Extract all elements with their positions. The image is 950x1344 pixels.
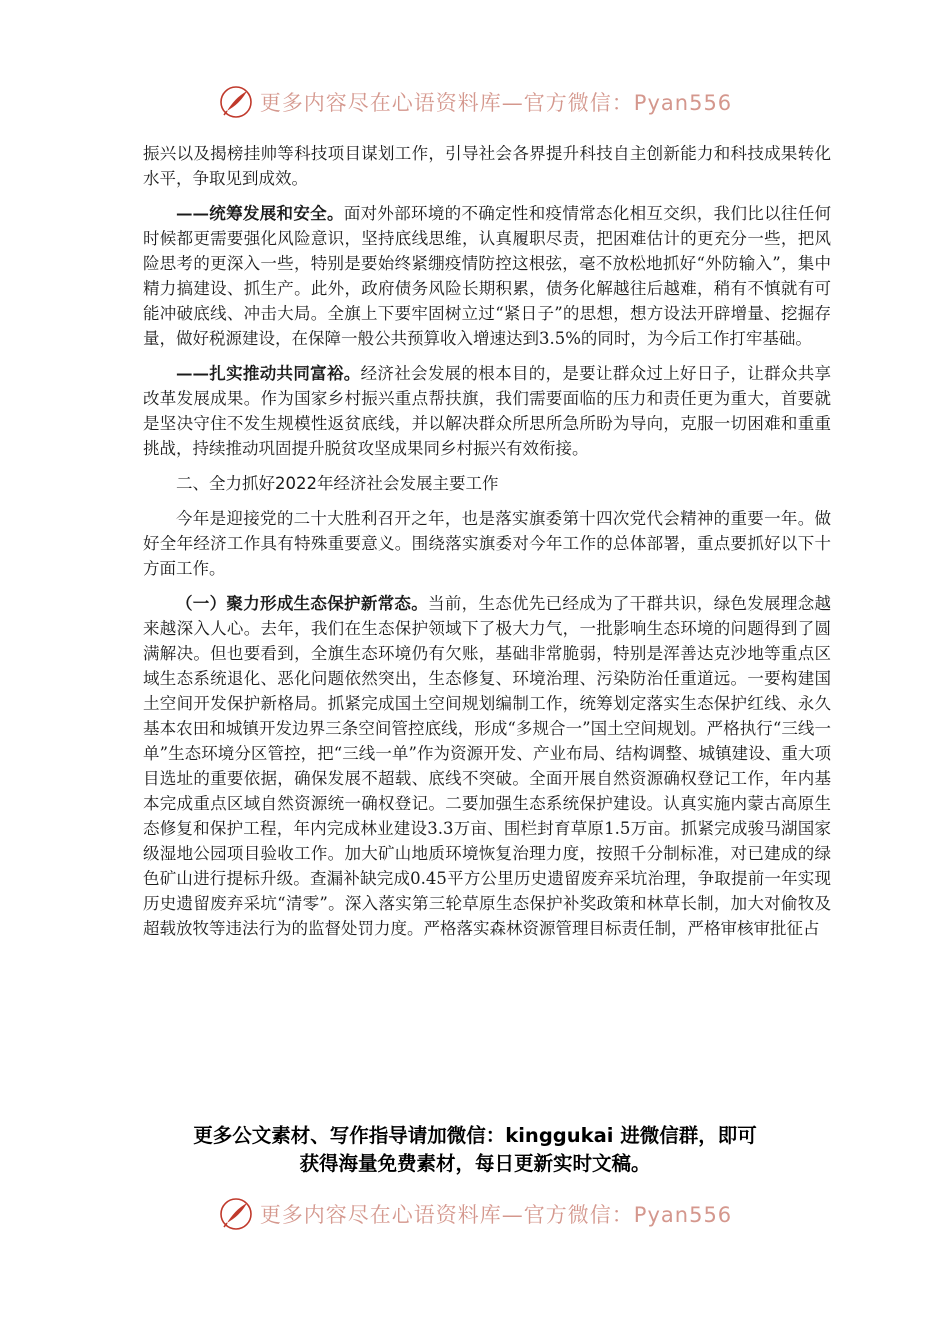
paragraph-intro: 今年是迎接党的二十大胜利召开之年，也是落实旗委第十四次党代会精神的重要一年。做好全年经济工作具有特殊重要意义。围绕落实旗委对今年工作的总体部署，重点要抓好以下十方面工作。 [143, 509, 831, 578]
paragraph-text: 经济社会发展的根本目的，是要让群众过上好日子，让群众共享改革发展成果。作为国家乡村振兴重点帮扶旗，我们需要面临的压力和责任更为重大，首要就是坚决守住不发生规模性返贫底线，并以解决群众所思所急所盼为导向，克服一切困难和重重挑战，持续推动巩固提升脱贫攻坚成果同乡村振兴有效衔接。 [143, 364, 832, 458]
promo-line-2: 获得海量免费素材，每日更新实时文稿。 [299, 1152, 651, 1175]
paragraph-development-security [143, 201, 831, 351]
promo-notice [110, 1122, 840, 1178]
section-heading: 二、全力抓好2022年经济社会发展主要工作 [176, 474, 499, 493]
quill-logo-icon [218, 1196, 254, 1232]
header-banner-text: 更多内容尽在心语资料库—官方微信：Pyan556 [259, 91, 733, 115]
paragraph-continuation: 振兴以及揭榜挂帅等科技项目谋划工作，引导社会各界提升科技自主创新能力和科技成果转化水平，争取见到成效。 [143, 144, 831, 188]
quill-logo-icon [218, 84, 254, 120]
footer-banner-text: 更多内容尽在心语资料库—官方微信：Pyan556 [259, 1203, 733, 1227]
header-banner [0, 82, 950, 122]
paragraph-ecology [143, 591, 831, 941]
paragraph-common-prosperity [143, 361, 831, 461]
document-body [143, 141, 831, 951]
promo-line-1: 更多公文素材、写作指导请加微信：kinggukai 进微信群，即可 [193, 1124, 757, 1147]
paragraph-lead: ——扎实推动共同富裕。 [176, 364, 361, 383]
footer-banner [0, 1194, 950, 1234]
paragraph-text: 当前，生态优先已经成为了干群共识，绿色发展理念越来越深入人心。去年，我们在生态保护领域下了极大力气，一批影响生态环境的问题得到了圆满解决。但也要看到，全旗生态环境仍有欠账，基础非常脆弱，特别是浑善达克沙地等重点区域生态系统退化、恶化问题依然突出，生态修复、环境治理、污染防治任重道远。一要构建国土空间开发保护新格局。抓紧完成国土空间规划编制工作，统筹划定落实生态保护红线、永久基本农田和城镇开发边界三条空间管控底线，形成“多规合一”国土空间规划。严格执行“三线一单”生态环境分区管控，把“三线一单”作为资源开发、产业布局、结构调整、城镇建设、重大项目选址的重要依据，确保发展不超载、底线不突破。全面开展自然资源确权登记工作，年内基本完成重点区域自然资源统一确权登记。二要加强生态系统保护建设。认真实施内蒙古高原生态修复和保护工程，年内完成林业建设3.3万亩、围栏封育草原1.5万亩。抓紧完成骏马湖国家级湿地公园项目验收工作。加大矿山地质环境恢复治理力度，按照千分制标准，对已建成的绿色矿山进行提标升级。查漏补缺完成0.45平方公里历史遗留废弃采坑治理，争取提前一年实现历史遗留废弃采坑“清零”。深入落实第三轮草原生态保护补奖政策和林草长制，加大对偷牧及超载放牧等违法行为的监督处罚力度。严格落实森林资源管理目标责任制，严格审核审批征占 [143, 594, 832, 938]
paragraph-lead: ——统筹发展和安全。 [176, 204, 344, 223]
paragraph-lead: （一）聚力形成生态保护新常态。 [176, 594, 429, 613]
paragraph-text: 面对外部环境的不确定性和疫情常态化相互交织，我们比以往任何时候都更需要强化风险意识，坚持底线思维，认真履职尽责，把困难估计的更充分一些，把风险思考的更深入一些，特别是要始终紧绷疫情防控这根弦，毫不放松地抓好“外防输入”，集中精力搞建设、抓生产。此外，政府债务风险长期积累，债务化解越往后越难，稍有不慎就有可能冲破底线、冲击大局。全旗上下要牢固树立过“紧日子”的思想，想方设法开辟增量、挖掘存量，做好税源建设，在保障一般公共预算收入增速达到3.5%的同时，为今后工作打牢基础。 [143, 204, 832, 348]
